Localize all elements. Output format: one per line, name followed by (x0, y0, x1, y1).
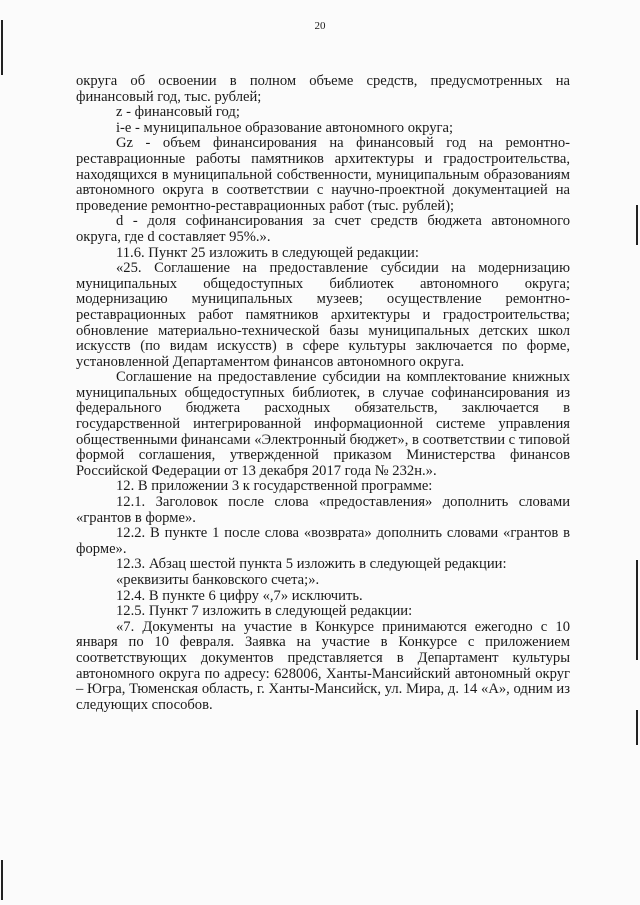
paragraph-11: 12.2. В пункте 1 после слова «возврата» дополнить словами «грантов в форме». (76, 525, 570, 557)
scan-mark-left-top (1, 20, 3, 75)
paragraph-2: z - финансовый год; (116, 104, 240, 121)
paragraph-10: 12.1. Заголовок после слова «предоставления» дополнить словами «грантов в форме». (76, 494, 570, 526)
paragraph-1: округа об освоении в полном объеме средств, предусмотренных на финансовый год, тыс. рублей; (76, 73, 570, 105)
paragraph-8: Соглашение на предоставление субсидии на комплектование книжных муниципальных общедоступных библиотек, в случае софинансирования из федерального бюджета расходных обязательств, заключается в государственной интегрированной информационной системе управления общественными финансами «Электронный бюджет», в соответствии с типовой формой соглашения, утвержденной приказом Министерства финансов Российской Федерации от 13 декабря 2017 года № 232н.». (76, 369, 570, 479)
paragraph-13: «реквизиты банковского счета;». (116, 572, 320, 588)
scan-mark-right-top (636, 205, 638, 245)
paragraph-16: «7. Документы на участие в Конкурсе принимаются ежегодно с 10 января по 10 февраля. Заявка на участие в Конкурсе с приложением соответствующих документов представляется в Департамент культуры автономного округа по адресу: 628006, Ханты-Мансийский автономный округ – Югра, Тюменская область, г. Ханты-Мансийск, ул. Мира, д. 14 «А», одним из следующих способов. (76, 618, 570, 713)
paragraph-3: i-е - муниципальное образование автономного округа; (116, 119, 454, 136)
paragraph-15: 12.5. Пункт 7 изложить в следующей редакции: (116, 603, 413, 620)
document-body (76, 74, 570, 713)
scan-mark-right-mid (636, 560, 638, 660)
paragraph-9: 12. В приложении 3 к государственной программе: (116, 478, 433, 495)
paragraph-6: 11.6. Пункт 25 изложить в следующей редакции: (116, 244, 419, 261)
paragraph-12: 12.3. Абзац шестой пункта 5 изложить в следующей редакции: (116, 556, 507, 573)
scan-mark-left-bottom (1, 860, 3, 900)
paragraph-5: d - доля софинансирования за счет средств бюджета автономного округа, где d составляет 95%.». (76, 213, 570, 245)
paragraph-4: Gz - объем финансирования на финансовый год на ремонтно-реставрационные работы памятников архитектуры и градостроительства, находящихся в муниципальной собственности, муниципальным образованиям автономного округа в соответствии с научно-проектной документацией на проведение ремонтно-реставрационных работ (тыс. рублей); (76, 135, 570, 214)
paragraph-7: «25. Соглашение на предоставление субсидии на модернизацию муниципальных общедоступных библиотек автономного округа; модернизацию муниципальных музеев; осуществление ремонтно-реставрационных работ памятников архитектуры и градостроительства; обновление материально-технической базы муниципальных детских школ искусств (по видам искусств) в сфере культуры заключается по форме, установленной Департаментом финансов автономного округа. (76, 260, 570, 370)
scan-mark-right-bottom (636, 710, 638, 745)
page-number: 20 (314, 20, 326, 32)
paragraph-14: 12.4. В пункте 6 цифру «,7» исключить. (116, 587, 363, 604)
